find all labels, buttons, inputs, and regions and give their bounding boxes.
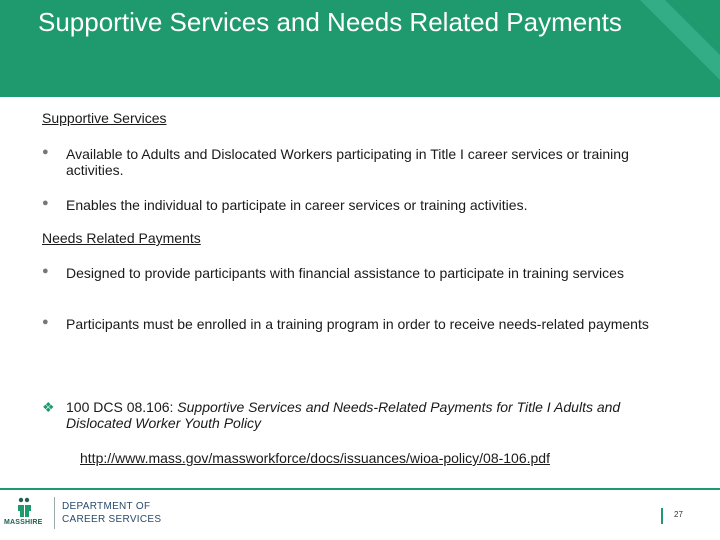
department-name bbox=[62, 500, 161, 526]
bullet-item bbox=[42, 316, 682, 332]
bullet-dot-icon: ● bbox=[42, 265, 49, 277]
bullet-dot-icon: ● bbox=[42, 197, 49, 209]
page-number-bar bbox=[661, 508, 663, 524]
department-line-1: DEPARTMENT OF bbox=[62, 501, 151, 512]
bullet-item bbox=[42, 265, 682, 281]
footer-divider bbox=[0, 488, 720, 490]
decorative-stripe bbox=[630, 0, 720, 97]
policy-link[interactable]: http://www.mass.gov/massworkforce/docs/issuances/wioa-policy/08-106.pdf bbox=[80, 450, 550, 466]
section-heading-needs: Needs Related Payments bbox=[42, 230, 201, 246]
bullet-item bbox=[42, 197, 682, 213]
policy-title: Supportive Services and Needs-Related Payments for Title I Adults and Dislocated Worker Youth Policy bbox=[66, 399, 621, 431]
masshire-logo-text: MASSHIRE bbox=[4, 519, 43, 526]
policy-prefix: 100 DCS 08.106: bbox=[66, 399, 178, 415]
department-line-2: CAREER SERVICES bbox=[62, 514, 162, 525]
logo-separator bbox=[54, 497, 55, 529]
bullet-dot-icon: ● bbox=[42, 146, 49, 158]
section-heading-supportive: Supportive Services bbox=[42, 110, 167, 126]
bullet-text: Available to Adults and Dislocated Workers participating in Title I career services or training activities. bbox=[66, 146, 629, 178]
bullet-text: Participants must be enrolled in a training program in order to receive needs-related payments bbox=[66, 316, 649, 332]
policy-reference bbox=[66, 399, 686, 431]
page-number: 27 bbox=[674, 510, 683, 519]
bullet-text: Enables the individual to participate in career services or training activities. bbox=[66, 197, 528, 213]
bullet-item bbox=[42, 146, 682, 178]
bullet-text: Designed to provide participants with financial assistance to participate in training services bbox=[66, 265, 624, 281]
bullet-dot-icon: ● bbox=[42, 316, 49, 328]
diamond-bullet-icon: ❖ bbox=[42, 399, 55, 415]
page-title: Supportive Services and Needs Related Payments bbox=[38, 7, 622, 37]
title-banner bbox=[0, 0, 720, 97]
